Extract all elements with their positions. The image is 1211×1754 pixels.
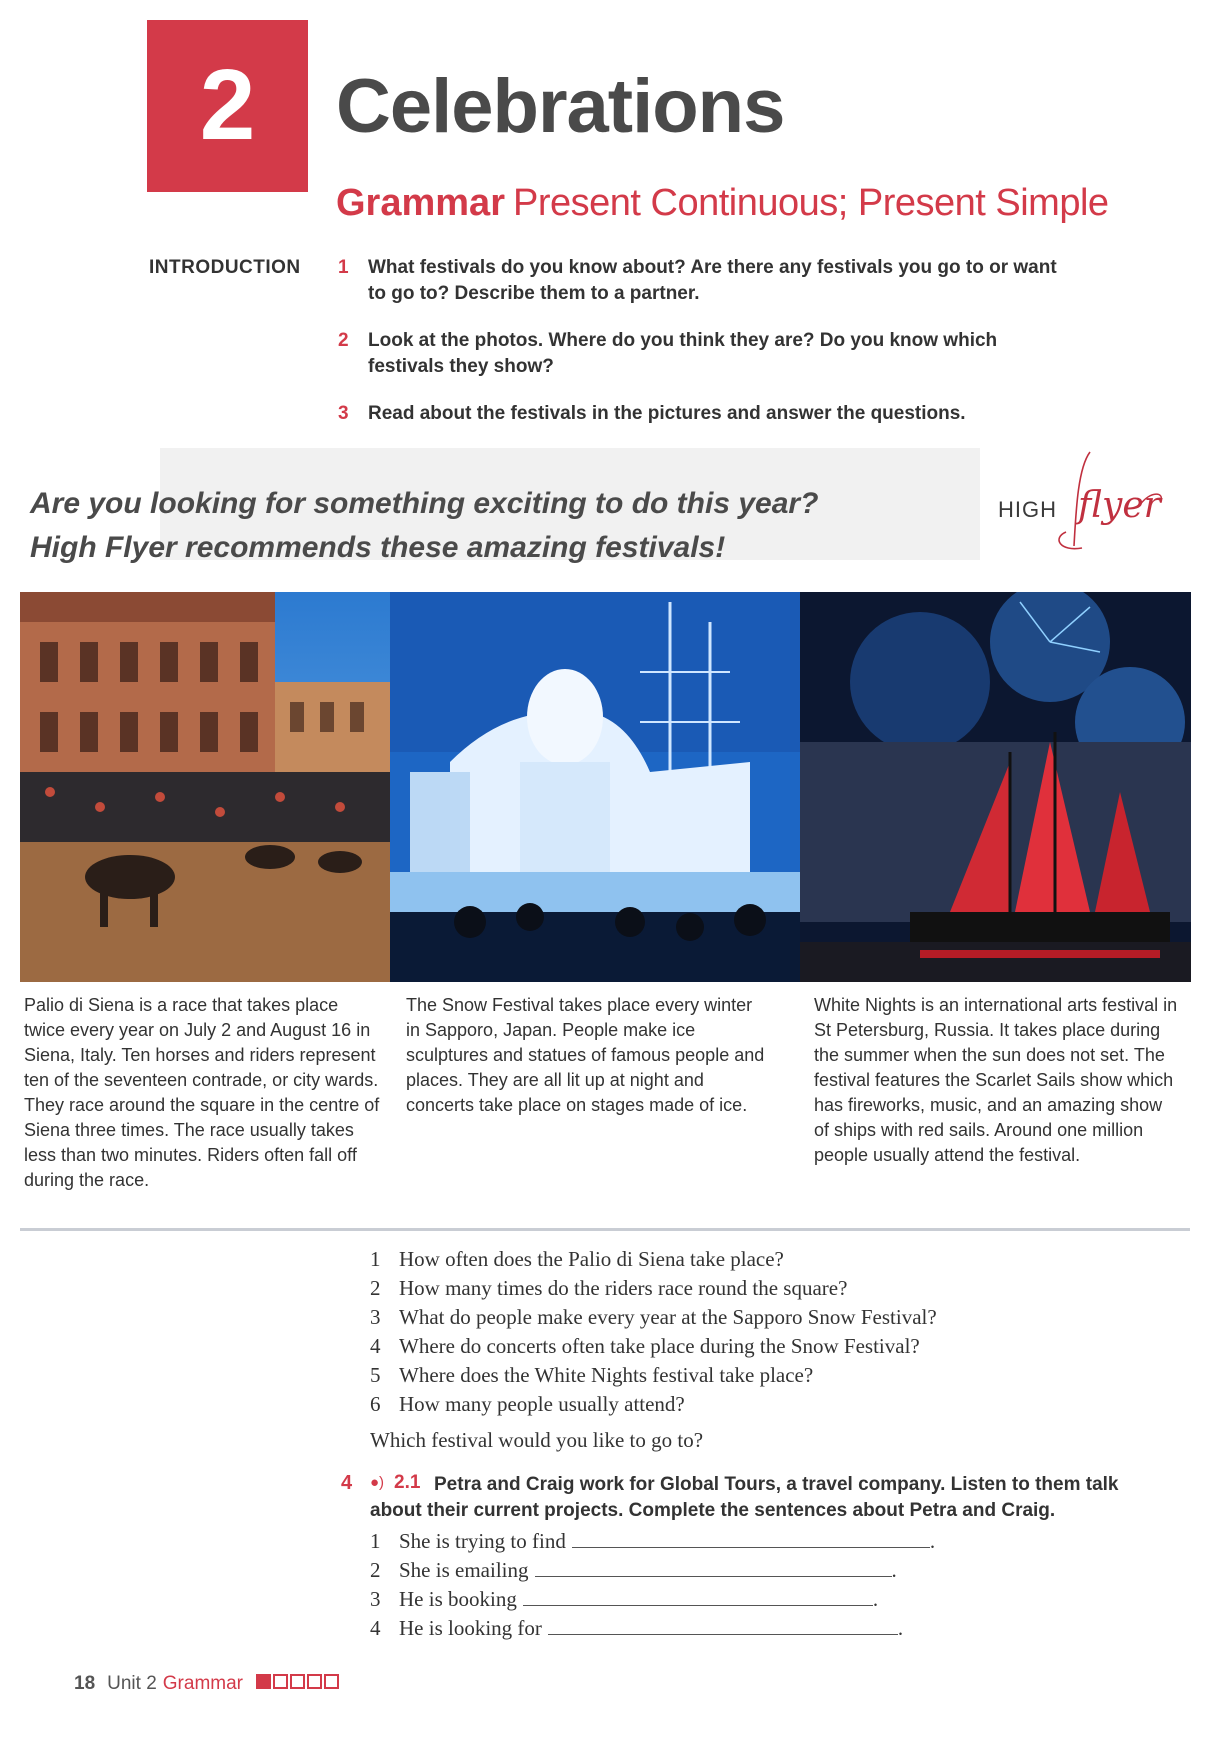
speaker-icon[interactable]: ●): [370, 1474, 385, 1491]
page-footer: [74, 1673, 339, 1695]
task-number: 1: [338, 257, 349, 278]
question-number: 1: [370, 1247, 381, 1271]
progress-square: [307, 1674, 322, 1689]
question-item: [370, 1390, 1070, 1418]
unit-number: 2: [199, 49, 256, 161]
introduction-label: INTRODUCTION: [149, 257, 301, 278]
question-text: Where do concerts often take place during the Snow Festival?: [399, 1334, 920, 1358]
question-number: 5: [370, 1363, 381, 1387]
intro-task: [338, 255, 1058, 307]
question-number: 3: [370, 1305, 381, 1329]
caption-white-nights: White Nights is an international arts festival in St Petersburg, Russia. It takes place during the summer when the sun does not set. The festival features the Scarlet Sails show which has fireworks, music, and an amazing show of ships with red sails. Around one million people usually attend the festival.: [814, 995, 1178, 1165]
sentence-text: He is looking for: [399, 1616, 542, 1640]
answer-blank[interactable]: [535, 1558, 892, 1577]
exercise-instruction: Petra and Craig work for Global Tours, a travel company. Listen to them talk about their current projects. Complete the sentences about Petra and Craig.: [370, 1474, 1119, 1521]
question-number: 6: [370, 1392, 381, 1416]
caption-snow-festival: The Snow Festival takes place every winter in Sapporo, Japan. People make ice sculptures and statues of famous people and places. They are all lit up at night and concerts take place on stages made of ice.: [406, 995, 765, 1115]
banner-headline: Are you looking for something exciting to do this year?: [30, 487, 819, 520]
question-item: [370, 1332, 1070, 1360]
sentence-end: .: [891, 1558, 897, 1582]
audio-track-number: 2.1: [394, 1472, 421, 1493]
sentence-number: 1: [370, 1529, 381, 1553]
closing-question: Which festival would you like to go to?: [370, 1428, 704, 1452]
sentence-item: [370, 1556, 897, 1584]
progress-squares: [254, 1673, 339, 1694]
grammar-topic: Present Continuous; Present Simple: [512, 182, 1109, 224]
footer-unit: Unit 2: [107, 1673, 157, 1694]
logo-high-text: HIGH: [998, 497, 1057, 522]
sentence-number: 4: [370, 1616, 381, 1640]
progress-square: [273, 1674, 288, 1689]
progress-square-filled: [256, 1674, 271, 1689]
question-item: [370, 1245, 1070, 1273]
question-item: [370, 1361, 1070, 1389]
grammar-heading: [336, 180, 1109, 226]
sentence-end: .: [872, 1587, 879, 1611]
sentence-text: She is emailing: [399, 1558, 529, 1582]
banner-subheadline: High Flyer recommends these amazing festivals!: [30, 531, 726, 564]
sentence-end: .: [897, 1616, 904, 1640]
sentence-number: 2: [370, 1558, 381, 1582]
task-text: Look at the photos. Where do you think they are? Do you know which festivals they show?: [368, 330, 998, 377]
sentence-text: He is booking: [399, 1587, 517, 1611]
progress-square: [324, 1674, 339, 1689]
question-text: What do people make every year at the Sapporo Snow Festival?: [399, 1305, 937, 1329]
answer-blank[interactable]: [572, 1529, 930, 1548]
sentence-number: 3: [370, 1587, 381, 1611]
question-text: Where does the White Nights festival take place?: [399, 1363, 814, 1387]
photo-palio-di-siena: [20, 592, 390, 982]
progress-square: [290, 1674, 305, 1689]
answer-blank[interactable]: [548, 1616, 898, 1635]
question-text: How many people usually attend?: [399, 1392, 685, 1416]
page-title: Celebrations: [336, 64, 785, 149]
footer-section: Grammar: [162, 1673, 244, 1694]
task-text: What festivals do you know about? Are there any festivals you go to or want to go to? Describe them to a partner.: [368, 257, 1057, 304]
grammar-label: Grammar: [336, 182, 505, 224]
sentence-end: .: [929, 1529, 936, 1553]
caption-palio-di-siena: Palio di Siena is a race that takes place twice every year on July 2 and August 16 in Siena, Italy. Ten horses and riders represent ten of the seventeen contrade, or city wards. They race around the square in the centre of Siena three times. The race usually takes less than two minutes. Riders often fall off during the race.: [24, 995, 380, 1190]
question-number: 4: [370, 1334, 381, 1358]
logo-flyer-text: flyer: [1078, 485, 1161, 526]
sentence-item: [370, 1527, 935, 1555]
sentence-item: [370, 1585, 878, 1613]
page-number: 18: [74, 1673, 96, 1694]
exercise-number: 4: [341, 1472, 353, 1494]
question-text: How often does the Palio di Siena take place?: [399, 1247, 784, 1271]
task-text: Read about the festivals in the pictures and answer the questions.: [368, 403, 966, 424]
question-item: [370, 1274, 1070, 1302]
photo-sapporo-snow-festival: [390, 592, 800, 982]
high-flyer-logo: [990, 450, 1170, 560]
sentence-item: [370, 1614, 903, 1642]
task-number: 2: [338, 330, 349, 351]
photo-white-nights: [800, 592, 1191, 982]
section-divider: [20, 1228, 1190, 1231]
intro-task: [338, 328, 1058, 380]
question-item: [370, 1303, 1070, 1331]
task-number: 3: [338, 403, 349, 424]
question-text: How many times do the riders race round the square?: [399, 1276, 848, 1300]
intro-task: [338, 401, 1058, 427]
question-number: 2: [370, 1276, 381, 1300]
answer-blank[interactable]: [523, 1587, 873, 1606]
sentence-text: She is trying to find: [399, 1529, 566, 1553]
